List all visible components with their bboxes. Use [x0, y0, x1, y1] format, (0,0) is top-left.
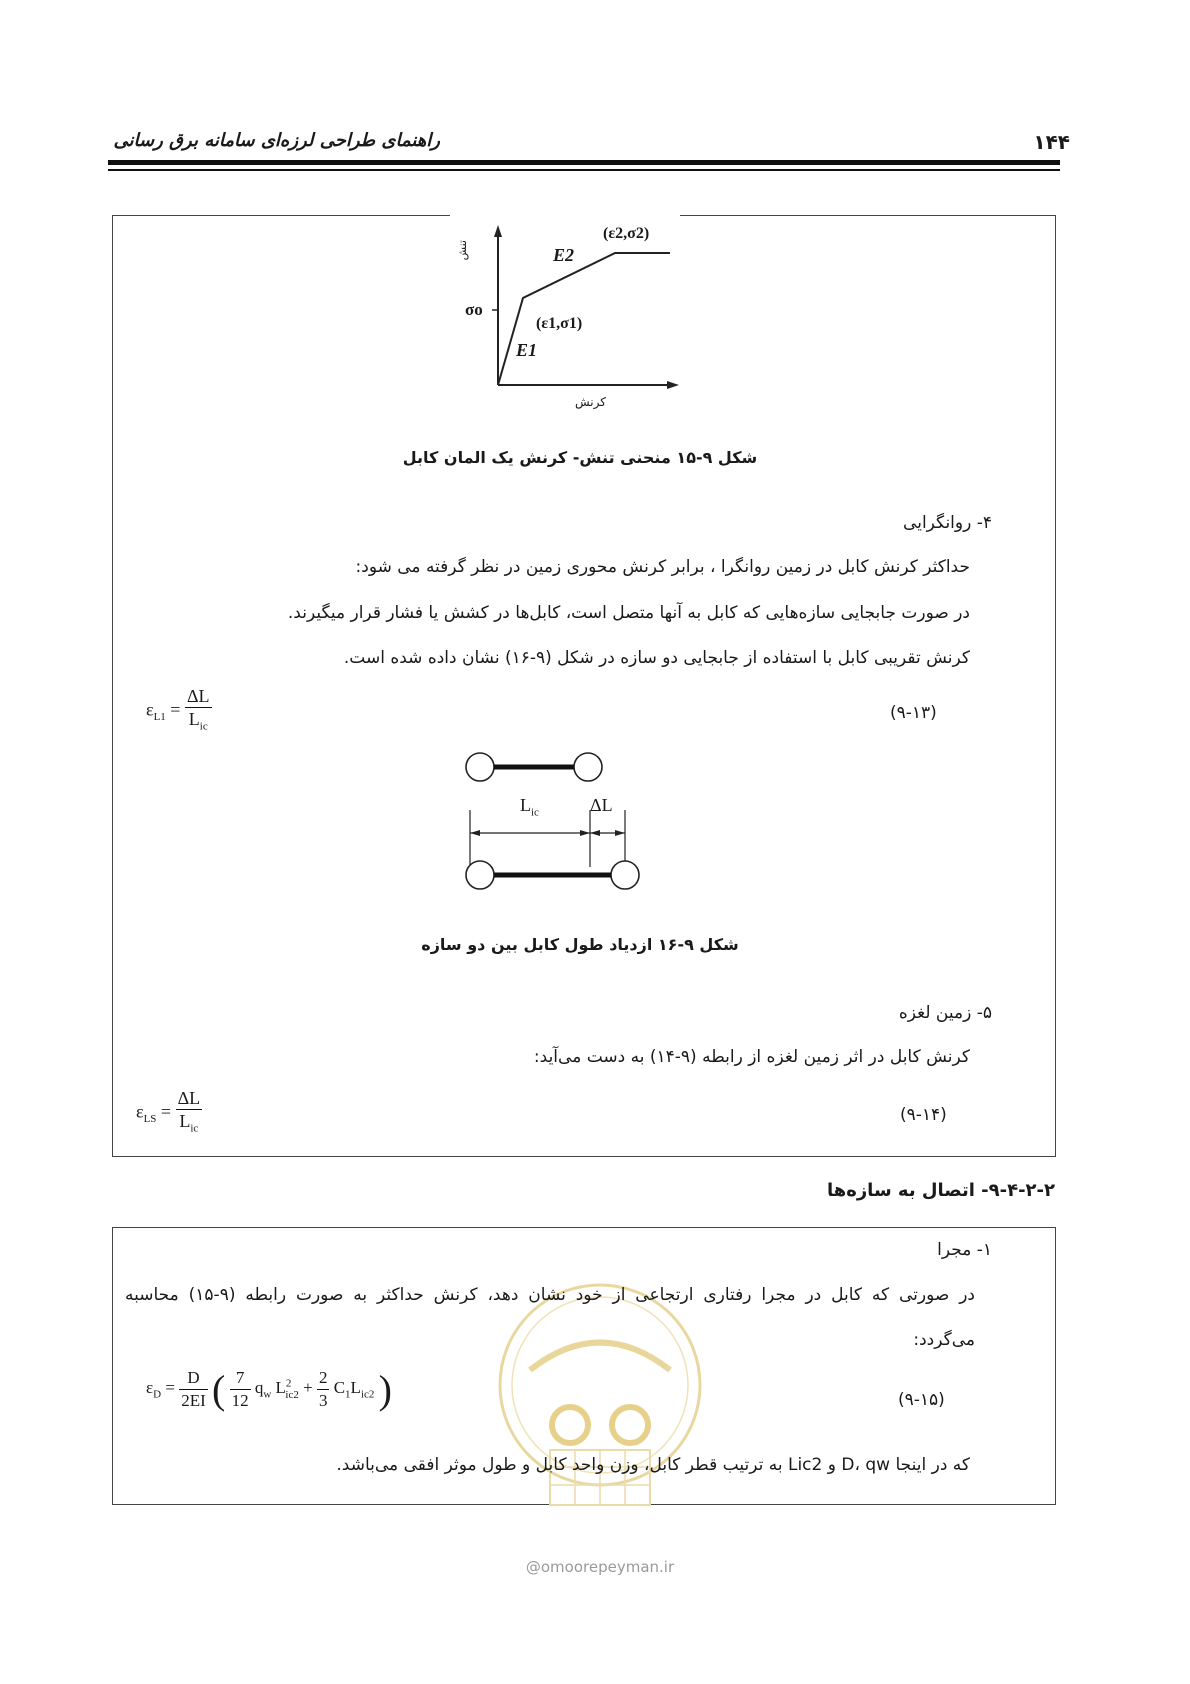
- fig16-L-label: $L_{ic}$: [520, 795, 539, 819]
- figure16-caption: شکل ۹-۱۶ ازدیاد طول کابل بین دو سازه: [421, 935, 739, 954]
- item4-paragraph-2: در صورت جابجایی سازه‌هایی که کابل به آنها متصل است، کابل‌ها در کشش یا فشار قرار میگیرند.: [287, 603, 970, 623]
- eq15-number: (۹-۱۵): [898, 1390, 945, 1410]
- item1-heading: ۱- مجرا: [937, 1240, 992, 1260]
- point1-label: (ε1,σ1): [536, 315, 583, 332]
- eq14-lhs: ε: [136, 1101, 144, 1122]
- item4-paragraph-1: حداکثر کرنش کابل در زمین روانگرا ، برابر کرنش محوری زمین در نظر گرفته می شود:: [355, 557, 970, 577]
- eq13-denominator: L: [188, 709, 200, 729]
- cable-elongation-figure: [455, 745, 655, 905]
- item1-paragraph-1: در صورتی که کابل در مجرا رفتاری ارتجاعی از خود نشان دهد، کرنش حداکثر به صورت رابطه (۹-۱۵) محاسبه: [125, 1285, 975, 1305]
- sigma0-label: σo: [465, 300, 483, 319]
- eq14-lhs-sub: LS: [143, 1113, 157, 1126]
- item4-paragraph-3: کرنش تقریبی کابل با استفاده از جابجایی دو سازه در شکل (۹-۱۶) نشان داده شده است.: [343, 648, 970, 668]
- running-title: راهنمای طراحی لرزه‌ای سامانه برق رسانی: [113, 130, 440, 151]
- figure15-caption: شکل ۹-۱۵ منحنی تنش- کرنش یک المان کابل: [402, 448, 758, 467]
- watermark-seal: [490, 1275, 710, 1555]
- page-number: ۱۴۴: [1033, 130, 1070, 154]
- eq14-number: (۹-۱۴): [900, 1105, 947, 1125]
- header-rule-thin: [108, 169, 1060, 171]
- section-heading: ۹-۴-۲-۲- اتصال به سازه‌ها: [826, 1180, 1055, 1201]
- item1-paragraph-3: که در اینجا D، qw و Lic2 به ترتیب قطر کابل، وزن واحد کابل و طول موثر افقی می‌باشد.: [336, 1455, 970, 1475]
- x-axis-label: کرنش: [575, 395, 606, 409]
- item1-paragraph-2: می‌گردد:: [913, 1330, 975, 1350]
- eq13-lhs: ε: [146, 699, 154, 720]
- eq13-numerator: ΔL: [186, 686, 210, 706]
- point2-label: (ε2,σ2): [603, 225, 650, 242]
- eq14-den-sub: ic: [190, 1122, 199, 1135]
- equation-15: $\varepsilon_D$ = $\frac{D}{2EI}$ ( $\frac{7}{12}$ $q_w$ $L^2_{ic2}$ + $\frac{2}{3}$ $C_1L_{ic2}$ ): [146, 1367, 392, 1412]
- item4-heading: ۴- روانگرایی: [903, 513, 992, 533]
- item5-heading: ۵- زمین لغزه: [898, 1003, 992, 1023]
- E2-label: E2: [553, 245, 575, 265]
- eq14-numerator: ΔL: [177, 1088, 201, 1108]
- equation-13: $\varepsilon_{L1}$ = $\frac{\Delta L}{L_{ic}}$: [146, 686, 210, 733]
- header-rule-thick: [108, 160, 1060, 165]
- E1-label: E1: [516, 340, 538, 360]
- eq13-number: (۹-۱۳): [890, 703, 937, 723]
- y-axis-label: تنش: [456, 240, 469, 261]
- fig16-dL-label: ΔL: [590, 795, 613, 815]
- equation-14: $\varepsilon_{LS}$ = $\frac{\Delta L}{L_{ic}}$: [136, 1088, 201, 1135]
- eq13-den-sub: ic: [199, 720, 208, 733]
- eq13-lhs-sub: L1: [153, 711, 166, 724]
- item5-paragraph-1: کرنش کابل در اثر زمین لغزه از رابطه (۹-۱۴) به دست می‌آید:: [533, 1047, 970, 1067]
- watermark-url: @omoorepeyman.ir: [525, 1558, 675, 1576]
- eq14-denominator: L: [179, 1111, 191, 1131]
